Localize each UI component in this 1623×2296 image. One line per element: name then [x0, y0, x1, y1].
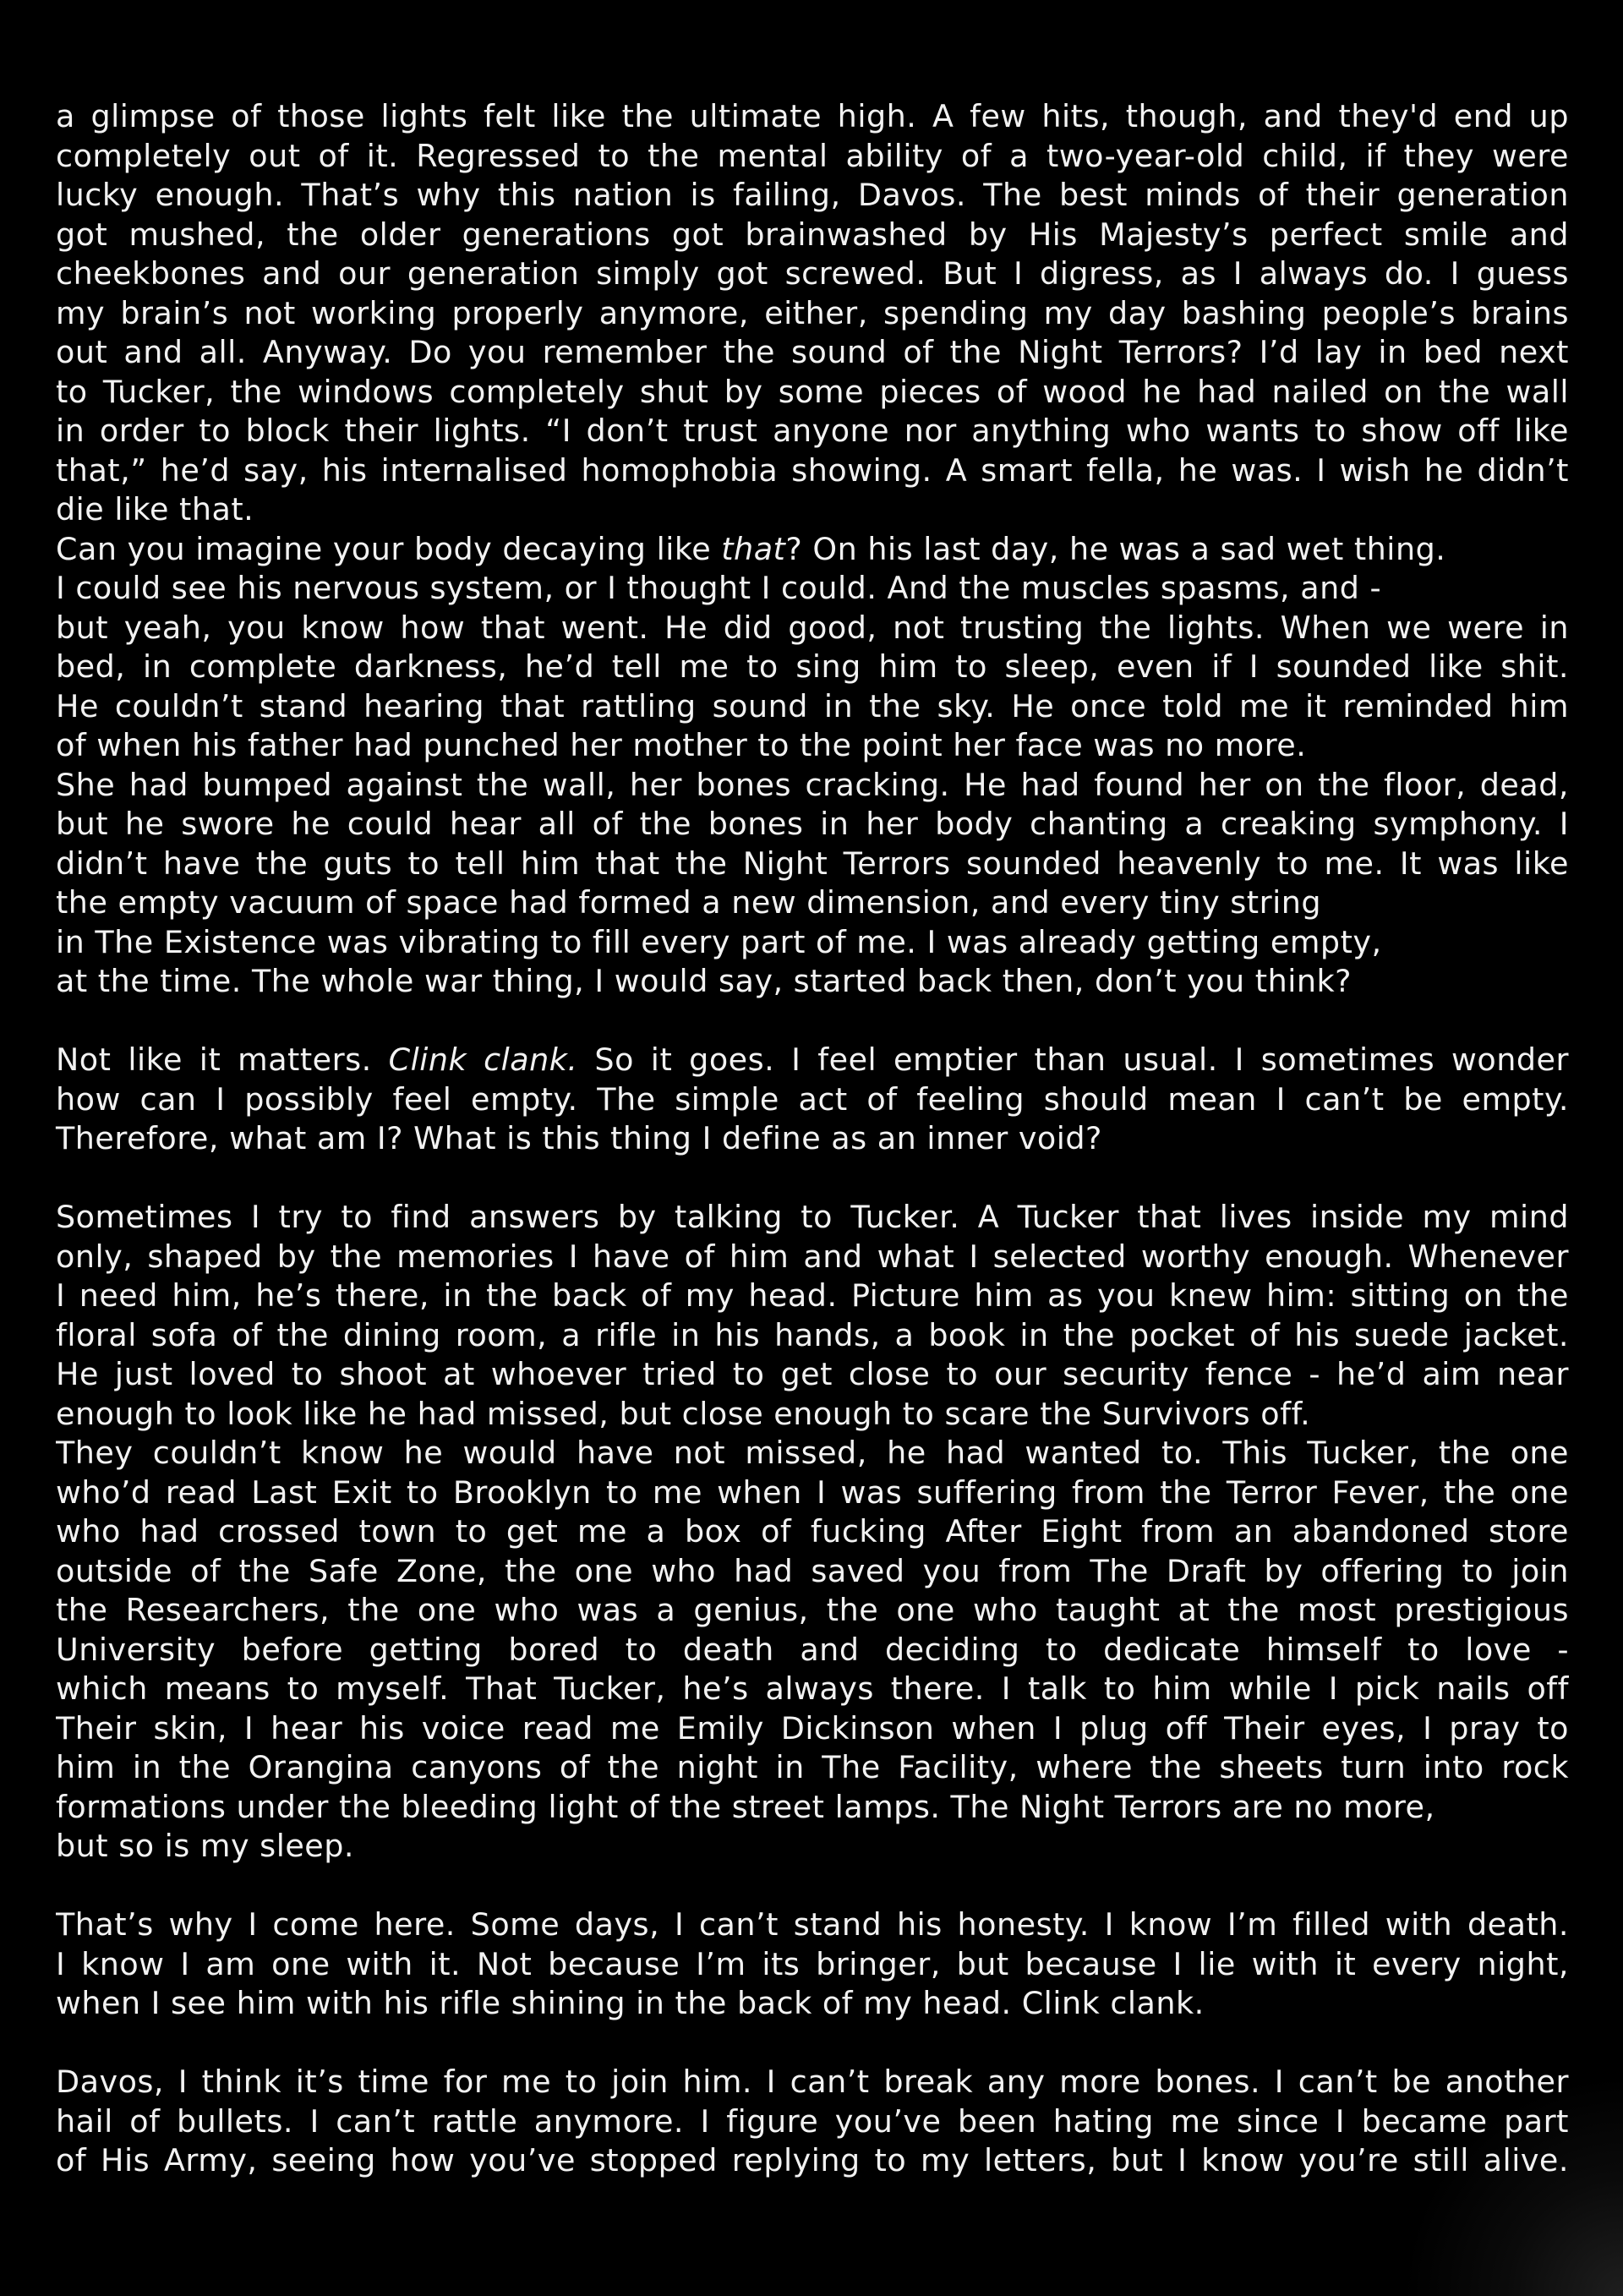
letter-page — [56, 97, 1569, 2181]
text-line: He couldn’t stand hearing that rattling sound in the sky. He once told me it reminded him — [56, 687, 1569, 724]
text-line — [56, 1041, 1569, 1080]
paragraph-2 — [56, 530, 1569, 766]
text-line: hail of bullets. I can’t rattle anymore. I figure you’ve been hating me since I became part — [56, 2102, 1569, 2140]
text-line: out and all. Anyway. Do you remember the sound of the Night Terrors? I’d lay in bed next — [56, 334, 1569, 370]
text-line: bed, in complete darkness, he’d tell me to sing him to sleep, even if I sounded like shit. — [56, 648, 1569, 685]
text-line: Therefore, what am I? What is this thing I define as an inner void? — [56, 1120, 1102, 1156]
text-line: the Researchers, the one who was a genius, the one who taught at the most prestigious — [56, 1592, 1569, 1628]
text-line: I need him, he’s there, in the back of my head. Picture him as you knew him: sitting on the — [56, 1277, 1569, 1314]
text-line: I know I am one with it. Not because I’m its bringer, but because I lie with it every night, — [56, 1945, 1569, 1982]
text-line: that,” he’d say, his internalised homophobia showing. A smart fella, he was. I wish he didn’t — [56, 451, 1569, 489]
text-line: in order to block their lights. “I don’t trust anyone nor anything who wants to show off like — [56, 413, 1569, 449]
text-line: He just loved to shoot at whoever tried to get close to our security fence - he’d aim near — [56, 1356, 1569, 1392]
text-line: floral sofa of the dining room, a rifle in his hands, a book in the pocket of his suede jacket. — [56, 1316, 1569, 1353]
text-line: enough to look like he had missed, but close enough to scare the Survivors off. — [56, 1395, 1311, 1432]
text-line: but yeah, you know how that went. He did good, not trusting the lights. When we were in — [56, 609, 1569, 646]
text-line: but so is my sleep. — [56, 1828, 355, 1864]
text-line: formations under the bleeding light of the street lamps. The Night Terrors are no more, — [56, 1788, 1435, 1825]
text-line: I could see his nervous system, or I thought I could. And the muscles spasms, and - — [56, 570, 1382, 606]
text-line: who’d read Last Exit to Brooklyn to me when I was suffering from the Terror Fever, the one — [56, 1473, 1569, 1511]
paragraph-1 — [56, 97, 1569, 530]
text-line: cheekbones and our generation simply got screwed. But I digress, as I always do. I guess — [56, 255, 1569, 292]
text-line: Davos, I think it’s time for me to join him. I can’t break any more bones. I can’t be another — [56, 2064, 1569, 2100]
text-line: didn’t have the guts to tell him that the Night Terrors sounded heavenly to me. It was like — [56, 845, 1569, 882]
text-line: That’s why I come here. Some days, I can’t stand his honesty. I know I’m filled with death. — [56, 1906, 1569, 1943]
text-line: She had bumped against the wall, her bones cracking. He had found her on the floor, dead, — [56, 766, 1569, 803]
paragraph-6 — [56, 1434, 1569, 1867]
paragraph-gap — [56, 1159, 1569, 1199]
text-line: only, shaped by the memories I have of him and what I selected worthy enough. Whenever — [56, 1238, 1569, 1275]
text-line: lucky enough. That’s why this nation is failing, Davos. The best minds of their generation — [56, 177, 1569, 213]
text-line: Their skin, I hear his voice read me Emily Dickinson when I plug off Their eyes, I pray to — [56, 1709, 1569, 1747]
text-run: Can you imagine your body decaying like — [56, 530, 722, 567]
text-line: of His Army, seeing how you’ve stopped replying to my letters, but I know you’re still alive. — [56, 2142, 1569, 2178]
text-line: who had crossed town to get me a box of fucking After Eight from an abandoned store — [56, 1513, 1569, 1550]
paragraph-4 — [56, 1041, 1569, 1159]
text-line: completely out of it. Regressed to the mental ability of a two-year-old child, if they were — [56, 137, 1569, 174]
text-line: him in the Orangina canyons of the night in The Facility, where the sheets turn into rock — [56, 1749, 1569, 1785]
text-line: but he swore he could hear all of the bones in her body chanting a creaking symphony. I — [56, 806, 1569, 842]
text-line: how can I possibly feel empty. The simple act of feeling should mean I can’t be empty. — [56, 1080, 1569, 1118]
text-line: Sometimes I try to find answers by talking to Tucker. A Tucker that lives inside my mind — [56, 1199, 1569, 1235]
paragraph-gap — [56, 1867, 1569, 1906]
text-run: Not like it matters. — [56, 1041, 389, 1078]
text-line: when I see him with his rifle shining in the back of my head. Clink clank. — [56, 1985, 1205, 2021]
emphasis-text: Clink clank. — [388, 1041, 578, 1078]
text-line: got mushed, the older generations got brainwashed by His Majesty’s perfect smile and — [56, 216, 1569, 253]
paragraph-7 — [56, 1905, 1569, 2024]
text-line: my brain’s not working properly anymore, either, spending my day bashing people’s brains — [56, 294, 1569, 331]
text-line: outside of the Safe Zone, the one who had saved you from The Draft by offering to join — [56, 1552, 1569, 1589]
text-line: which means to myself. That Tucker, he’s always there. I talk to him while I pick nails off — [56, 1670, 1569, 1707]
paragraph-3 — [56, 766, 1569, 1002]
text-line — [56, 530, 1569, 570]
paragraph-gap — [56, 1002, 1569, 1041]
emphasis-text: that — [721, 530, 786, 567]
text-run: ? On his last day, he was a sad wet thing. — [785, 530, 1446, 567]
text-line: University before getting bored to death and deciding to dedicate himself to love - — [56, 1631, 1569, 1668]
paragraph-gap — [56, 2024, 1569, 2064]
paragraph-8 — [56, 2063, 1569, 2181]
text-line: the empty vacuum of space had formed a new dimension, and every tiny string — [56, 884, 1322, 921]
text-line: in The Existence was vibrating to fill every part of me. I was already getting empty, — [56, 923, 1382, 960]
text-line: die like that. — [56, 491, 254, 528]
paragraph-5 — [56, 1198, 1569, 1434]
text-run: So it goes. I feel emptier than usual. I sometimes wonder — [577, 1041, 1569, 1078]
text-line: a glimpse of those lights felt like the ultimate high. A few hits, though, and they'd end up — [56, 98, 1569, 134]
text-line: at the time. The whole war thing, I would say, started back then, don’t you think? — [56, 963, 1352, 999]
text-line: They couldn’t know he would have not missed, he had wanted to. This Tucker, the one — [56, 1435, 1569, 1471]
text-line: to Tucker, the windows completely shut by some pieces of wood he had nailed on the wall — [56, 373, 1569, 410]
text-line: of when his father had punched her mother to the point her face was no more. — [56, 727, 1307, 763]
